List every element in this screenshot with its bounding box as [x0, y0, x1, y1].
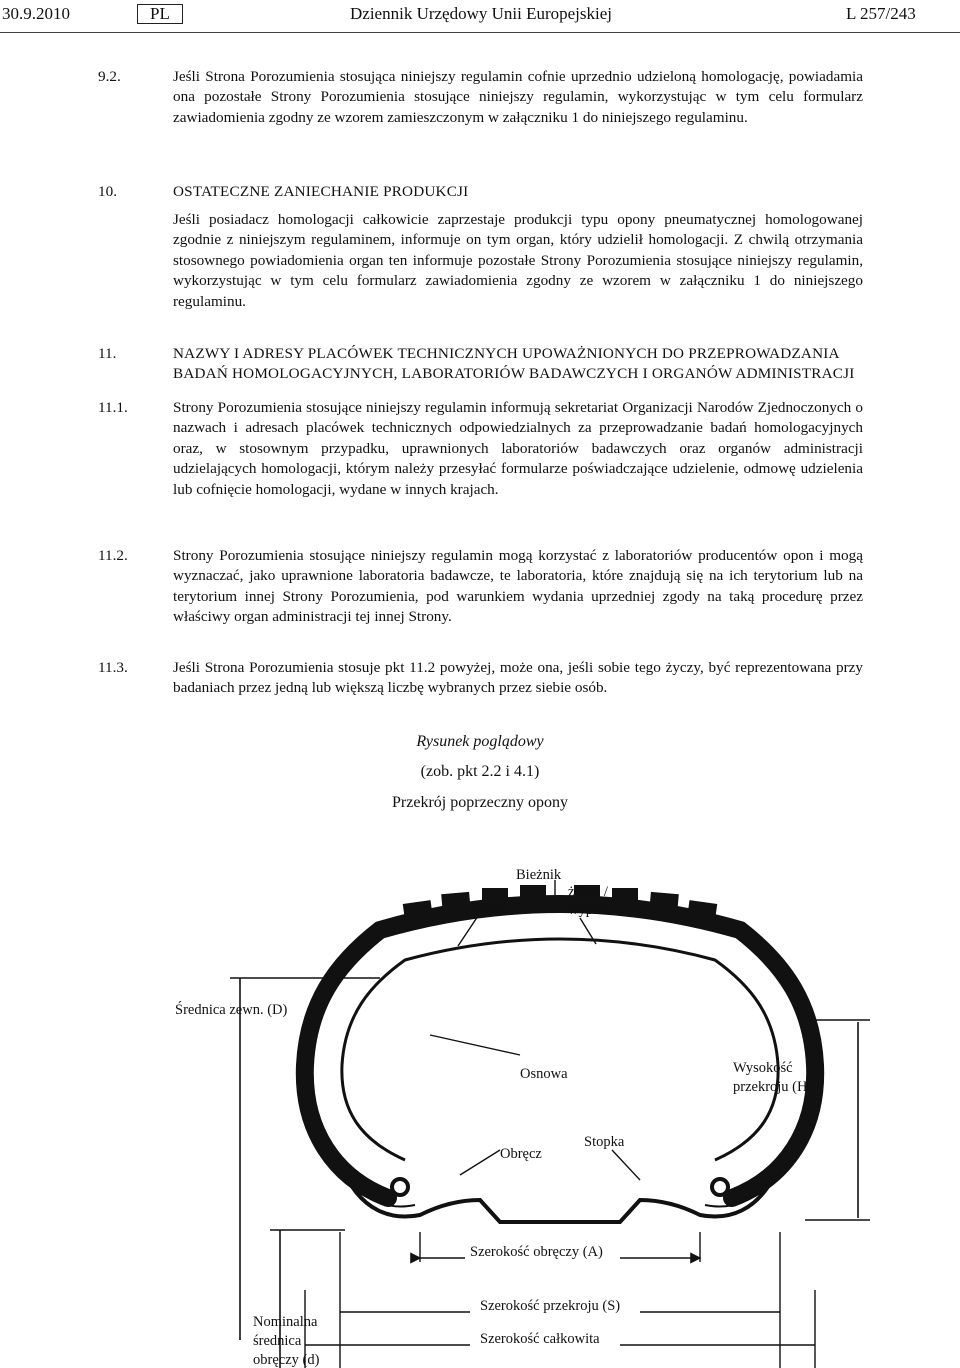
label-overall-width: Szerokość całkowita: [480, 1331, 600, 1347]
bead-left: [392, 1179, 408, 1195]
label-nominal-rim-1: Nominalna: [253, 1314, 318, 1330]
section-text: Jeśli posiadacz homologacji całkowicie zaprzestaje produkcji typu opony pneumatycznej homologowanej zgodnie z niniejszym regulaminem, informuje on tym organ, który udzielił homologacji. Z chwilą otrzymania stosownego powiadomienia organ ten informuje pozostałe Strony Porozumienia stosujące niniejszy regulamin, wykorzystując w tym celu formularz zawiadomienia zgodny ze wzorem w załączniku 1 do niniejszego regulaminu.: [173, 211, 863, 310]
label-rim: Obręcz: [500, 1146, 542, 1162]
language-badge: PL: [137, 4, 183, 24]
page-header: [0, 4, 960, 30]
label-tread: Bieżnik: [516, 867, 562, 883]
publication-date: 30.9.2010: [2, 4, 70, 23]
section-title: NAZWY I ADRESY PLACÓWEK TECHNICZNYCH UPOWAŻNIONYCH DO PRZEPROWADZANIA BADAŃ HOMOLOGACYJNYCH, LABORATORIÓW BADAWCZYCH I ORGANÓW ADMINISTRACJI: [173, 345, 855, 383]
page-number: L 257/243: [846, 4, 916, 23]
section-11-1: [98, 398, 863, 522]
figure-title: Rysunek poglądowy: [416, 733, 544, 750]
section-number: 11.1.: [98, 399, 128, 416]
figure-reference: (zob. pkt 2.2 i 4.1): [420, 763, 540, 780]
section-number: 9.2.: [98, 68, 121, 85]
label-nominal-rim-3: obręczy (d): [253, 1352, 320, 1368]
section-text: Strony Porozumienia stosujące niniejszy regulamin informują sekretariat Organizacji Narodów Zjednoczonych o nazwach i adresach placówek technicznych odpowiedzialnych za przeprowadzanie badań homologacyjnych oraz, w stosownym przypadku, uprawnionych laboratoriów badawczych oraz organów administracji udzielających homologacji, którym należy przesyłać formularze poświadczające udzielenie, odmowę udzielenia lub cofnięcie homologacji, wydane w innych krajach.: [173, 399, 863, 498]
label-section-height-1: Wysokość: [733, 1060, 793, 1076]
label-nominal-rim-2: średnica: [253, 1333, 302, 1349]
label-section-width: Szerokość przekroju (S): [480, 1298, 621, 1314]
bead-right: [712, 1179, 728, 1195]
section-text: Jeśli Strona Porozumienia stosująca niniejszy regulamin cofnie uprzednio udzieloną homologację, powiadamia ona pozostałe Strony Porozumienia stosujące niniejszy regulamin, wykorzystując w tym celu formularz zawiadomienia zgodny ze wzorem zamieszczonym w załączniku 1 do niniejszego regulaminu.: [173, 68, 863, 126]
section-number: 10.: [98, 183, 117, 200]
tyre-inner-liner: [342, 939, 778, 1160]
header-rule: [0, 32, 960, 33]
label-section-height-2: przekroju (H): [733, 1079, 813, 1095]
label-lug: wypust: [568, 902, 610, 918]
section-number: 11.2.: [98, 547, 128, 564]
section-title: OSTATECZNE ZANIECHANIE PRODUKCJI: [173, 183, 469, 200]
journal-title: Dziennik Urzędowy Unii Europejskiej: [350, 4, 613, 23]
label-bead: Stopka: [584, 1134, 625, 1150]
label-rib: żebro /: [568, 884, 608, 900]
section-number: 11.3.: [98, 659, 128, 676]
label-groove: rowek: [470, 898, 507, 914]
section-number: 11.: [98, 345, 117, 362]
label-rim-width: Szerokość obręczy (A): [470, 1244, 603, 1260]
section-11: [98, 344, 863, 388]
section-11-3: [98, 658, 863, 702]
label-outer-diameter: Średnica zewn. (D): [175, 1002, 288, 1018]
tyre-outer: [305, 904, 815, 1198]
tyre-cross-section-diagram: [0, 850, 960, 1368]
section-9-2: [98, 67, 863, 151]
label-carcass: Osnowa: [520, 1066, 568, 1082]
section-text: Jeśli Strona Porozumienia stosuje pkt 11.2 powyżej, może ona, jeśli sobie tego życzy, być reprezentowana przy badaniach przez jedną lub większą liczbę wybranych przez siebie osób.: [173, 659, 863, 697]
section-11-2: [98, 546, 863, 630]
figure-subtitle: Przekrój poprzeczny opony: [392, 794, 568, 811]
section-10: [98, 182, 863, 332]
section-text: Strony Porozumienia stosujące niniejszy regulamin mogą korzystać z laboratoriów producentów opon i mogą wyznaczać, jako uprawnione laboratoria badawcze, te laboratoria, które znajdują się na ich terytorium lub na terytorium innej Strony Porozumienia, pod warunkiem wydania uprzedniej zgody na taką procedurę przez właściwy organ administracji tej innej Strony.: [173, 547, 863, 626]
